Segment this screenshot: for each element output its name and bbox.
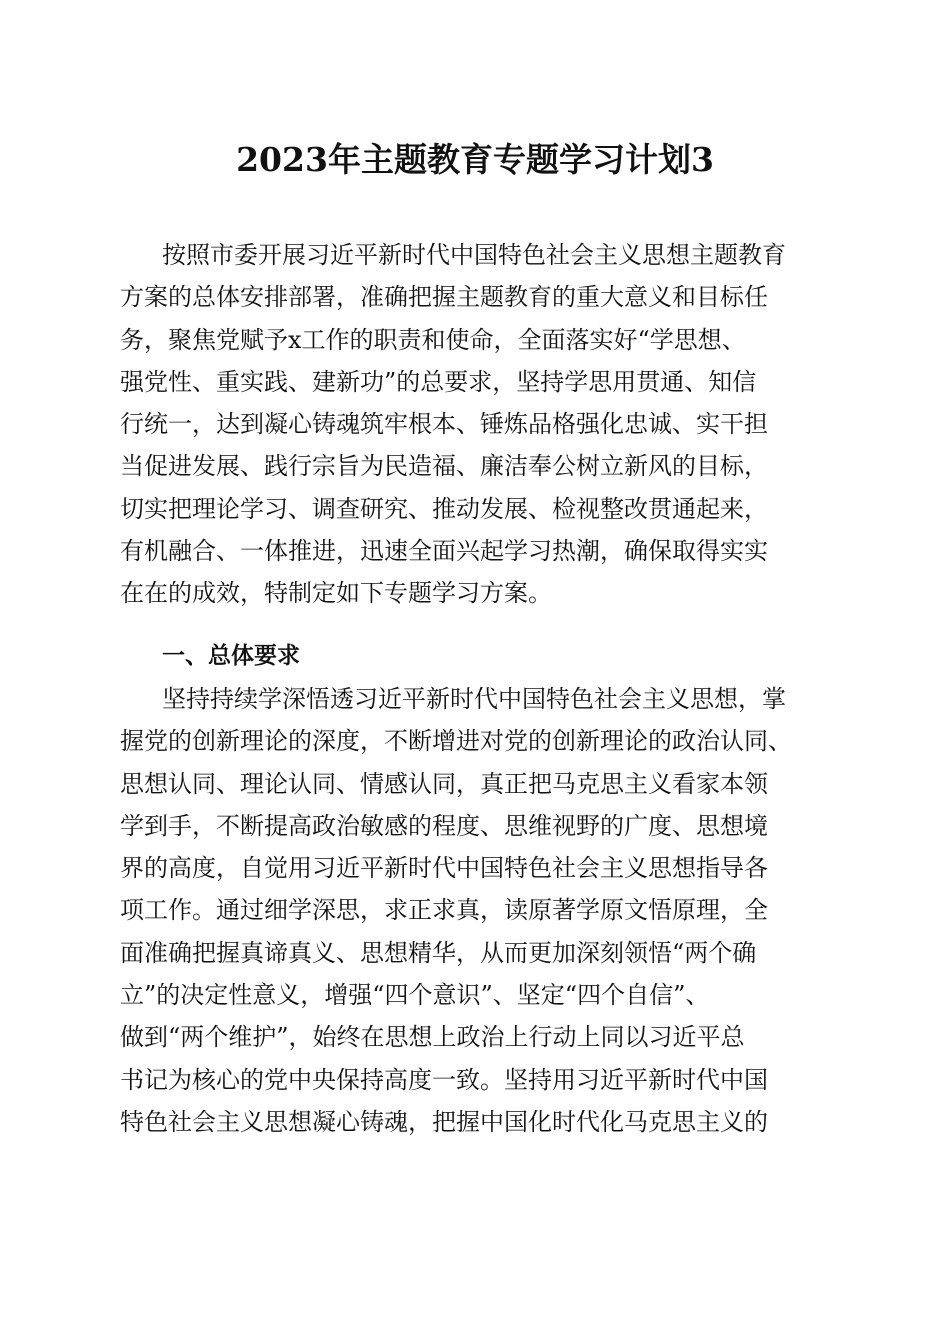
paragraph-line: 思想认同、理论认同、情感认同，真正把马克思主义看家本领 bbox=[120, 769, 768, 798]
paragraph-line: 学到手，不断提高政治敏感的程度、思维视野的广度、思想境 bbox=[120, 811, 768, 840]
paragraph-line: 方案的总体安排部署，准确把握主题教育的重大意义和目标任 bbox=[120, 283, 768, 312]
paragraph-line: 书记为核心的党中央保持高度一致。坚持用习近平新时代中国 bbox=[120, 1065, 768, 1094]
paragraph-line: 在在的成效，特制定如下专题学习方案。 bbox=[120, 579, 552, 608]
paragraph-intro bbox=[120, 234, 832, 615]
paragraph-line: 握党的创新理论的深度，不断增进对党的创新理论的政治认同、 bbox=[120, 727, 792, 756]
paragraph-line: 切实把理论学习、调查研究、推动发展、检视整改贯通起来， bbox=[120, 494, 768, 523]
paragraph-line: 务，聚焦党赋予x工作的职责和使命，全面落实好“学思想、 bbox=[120, 325, 746, 354]
paragraph-line: 立”的决定性意义，增强“四个意识”、坚定“四个自信”、 bbox=[120, 981, 710, 1010]
paragraph-requirements bbox=[120, 678, 832, 1143]
paragraph-line: 做到“两个维护”，始终在思想上政治上行动上同以习近平总 bbox=[120, 1023, 745, 1052]
paragraph-line: 当促进发展、践行宗旨为民造福、廉洁奉公树立新风的目标， bbox=[120, 452, 768, 481]
paragraph-line: 行统一，达到凝心铸魂筑牢根本、锤炼品格强化忠诚、实干担 bbox=[120, 410, 768, 439]
paragraph-line: 有机融合、一体推进，迅速全面兴起学习热潮，确保取得实实 bbox=[120, 537, 768, 566]
paragraph-line: 坚持持续学深悟透习近平新时代中国特色社会主义思想，掌 bbox=[162, 685, 786, 713]
paragraph-line: 按照市委开展习近平新时代中国特色社会主义思想主题教育 bbox=[162, 241, 786, 269]
paragraph-line: 界的高度，自觉用习近平新时代中国特色社会主义思想指导各 bbox=[120, 854, 768, 883]
paragraph-line: 项工作。通过细学深思，求正求真，读原著学原文悟原理，全 bbox=[120, 896, 768, 925]
paragraph-line: 强党性、重实践、建新功”的总要求，坚持学思用贯通、知信 bbox=[120, 367, 757, 396]
section-heading: 一、总体要求 bbox=[162, 643, 300, 669]
document-title: 2023年主题教育专题学习计划3 bbox=[236, 140, 714, 179]
paragraph-line: 特色社会主义思想凝心铸魂，把握中国化时代化马克思主义的 bbox=[120, 1107, 768, 1136]
paragraph-line: 面准确把握真谛真义、思想精华，从而更加深刻领悟“两个确 bbox=[120, 938, 757, 967]
